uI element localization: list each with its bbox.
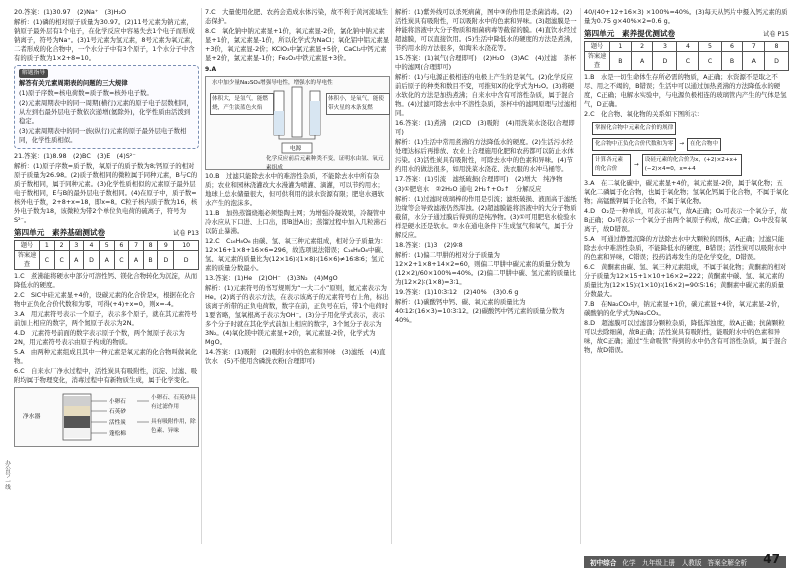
table-cell: C: [40, 251, 55, 270]
column-1: [14, 8, 199, 449]
table-cell: 5: [100, 241, 115, 251]
table-cell: A: [631, 52, 653, 71]
q21-answer: 21.答案：(1)8.98 (2)BC (3)E (4)S²⁻: [14, 152, 136, 160]
table-cell: A: [100, 251, 115, 270]
table-cell: C: [54, 251, 69, 270]
col2-item: 12.C C₁₆H₈O₆ 由碳、氢、氧三种元素组成，相对分子质量为：12×16+1×8+16×6=296，故选项说法错误；C₁₆H₈O₆中碳、氢、氧元素的质量比为(12×16)∶(1×8)∶(16×6)≠16∶8∶6；氢元素的质量分数最小。: [205, 237, 388, 272]
tip-line: (2)元素周期表中的同一周期(横行)元素的原子电子层数相同，从左到右最外层电子数依次递增(氦除外)，化学性质由活泼到稳定。: [19, 99, 193, 125]
table-cell: 5: [699, 42, 721, 52]
table-cell: 7: [129, 241, 144, 251]
table-cell: B: [143, 251, 158, 270]
column-3: [395, 8, 578, 326]
col3-item: 解析：(1)紫外线可以杀死病菌，图中③的作用是杀菌消毒。(2)活性炭具有吸附性，可以吸附水中的色素和异味。(3)超滤膜是一种能将溶液中大分子物质和细菌病毒等截留的膜。(4)直饮水经过超滤膜，可以直接饮用。(5)生活中降低水的硬度的方法是煮沸，节约用水的方法很多，如淘米水浇花等。: [395, 8, 577, 52]
col3-item: (3)①肥皂水 ②2H₂O 通电 2H₂↑+O₂↑ 分解反应: [395, 185, 542, 193]
page-number: 47: [763, 552, 780, 566]
flow-row: [592, 154, 742, 176]
carbon-layer: [64, 416, 90, 428]
table-cell: 10: [174, 241, 199, 251]
q20-answer: 20.答案：(1)30.97 (2)Na⁺ (3)H₂O: [14, 8, 127, 16]
footer-brand: 初中综合: [590, 559, 617, 567]
col4-item: 5.A 可通过静置沉降的方法除去水中大颗粒的固体，A正确；过滤只能除去水中难溶性杂质，不能降低水的硬度，B错误；活性炭可以吸附水中的色素和异味，C错误；投药消毒发生的是化学变化，D错误。: [584, 235, 787, 261]
table-cell: A: [69, 251, 84, 270]
figure-label-pebble: 小卵石: [109, 399, 126, 405]
col4-item: 1.B 水是一切生命体生存所必需的物质，A正确；水资源不是取之不尽、用之不竭的，B错误；生活中可以通过加热煮沸的方法降低水的硬度，C正确；电解水实验中，与电源负极相连的玻璃管内产生的气体是氢气，D正确。: [584, 73, 787, 108]
flow-row: [592, 122, 742, 135]
table-cell: A: [743, 52, 765, 71]
col2-item: 13.答案：(1)He (2)OH⁻ (3)3N₂ (4)MgO: [205, 274, 338, 282]
col3-item: 解析：(1)碳酸钙中钙、碳、氧元素的质量比为40∶12∶(16×3)=10∶3∶12。(2)碳酸钙中钙元素的质量分数为40%。: [395, 298, 565, 324]
unit4b-ref: 试卷 P15: [763, 30, 789, 38]
electrolysis-top-note: 水中加少量Na₂SO₄增强导电性，增强水的导电性: [212, 80, 333, 86]
flow-box: 计算各元素的化合价: [592, 154, 631, 176]
flow-box: 在化合物中: [687, 138, 721, 151]
col3-item: 解析：(1)偏二甲肼的相对分子质量为12×2+1×8+14×2=60，则偏二甲肼中碳元素的质量分数为(12×2)/60×100%=40%。(2)偏二甲肼中碳、氢元素的质量比为(12×2)∶(1×8)=3∶1。: [395, 251, 576, 286]
flow-diagram: [592, 122, 742, 176]
table-cell: 4: [84, 241, 100, 251]
unit4-item: 4.D 元素符号前面的数字表示原子个数，两个氮原子表示为2N，用元素符号表示由原子构成的物质。: [14, 329, 185, 346]
table-cell: D: [174, 251, 199, 270]
electrolysis-conclusion: 化学反应前后元素种类不变，证明水由氢、氧元素组成: [266, 156, 384, 171]
unit4b-title: 第四单元 素养提优测试卷: [584, 29, 676, 38]
flow-box: 设硅元素的化合价为x，(+2)×2+x+(−2)×4=0，x=+4: [642, 154, 742, 176]
table-cell: B: [610, 52, 632, 71]
unit4-header: [14, 228, 199, 238]
cotton-layer: [64, 428, 90, 438]
table-cell: 7: [743, 42, 765, 52]
table-cell: 6: [721, 42, 743, 52]
unit4b-header: [584, 29, 789, 39]
table-cell: D: [84, 251, 100, 270]
col3-item: 19.答案：(1)10∶3∶12 (2)40% (3)0.6 g: [395, 288, 519, 296]
table-header-label: 题号: [15, 241, 40, 251]
figure-title: 净水器: [23, 414, 41, 420]
footer-bar: [584, 556, 786, 568]
footer-subject: 化学 九年级上册 人教版: [622, 559, 702, 567]
electrolysis-figure: [205, 76, 390, 170]
unit4b-answer-table: [584, 41, 789, 71]
hydrogen-note: 体积大，是氢气，能燃烧，产生淡蓝色火焰: [210, 93, 274, 115]
figure-label-sand: 石英砂: [109, 409, 126, 415]
flow-box: 掌握化合物中元素化合价的规律: [592, 122, 676, 135]
table-cell: C: [699, 52, 721, 71]
col3-item: 18.答案：(1)3 (2)9∶8: [395, 241, 463, 249]
q20-analysis: 解析：(1)磷的相对原子质量为30.97。(2)11号元素为钠元素，钠原子最外层有1个电子，在化学反应中容易失去1个电子而形成钠离子，符号为Na⁺。(3)1号元素为氢元素，8号元素为氧元素，二者形成的化合物中，一个水分子中有3个原子，1个水分子中含有的质子数为1×2+8=10。: [14, 18, 197, 62]
unit4-ref: 试卷 P13: [173, 229, 199, 237]
tip-box: [14, 65, 199, 149]
figure-label-carbon: 活性炭: [109, 420, 126, 426]
water-purifier-figure: [14, 387, 199, 447]
table-cell: 2: [631, 42, 653, 52]
table-cell: 1: [40, 241, 55, 251]
col2-item: 10.B 过滤只能除去水中的难溶性杂质，不能除去水中所有杂质；农业和园林浇灌改大水漫灌为喷灌、滴灌，可以节约用水；地球上总水储量很大，但可供利用的淡水资源有限；肥皂水遇软水产生的泡沫多。: [205, 172, 384, 207]
unit4-item: 2.C SiC中硅元素显+4价，设碳元素的化合价是x，根据在化合物中正负化合价代数和为零，可得(+4)+x=0，则x=-4。: [14, 291, 196, 308]
figure-note: 小卵石、石英砂具有过滤作用: [151, 395, 196, 410]
figure-note: 具有吸附作用，除色素、异味: [151, 419, 196, 434]
unit4-item: 5.A 由两种元素组成且其中一种元素是氧元素的化合物叫做氧化物。: [14, 348, 198, 365]
column-4: [584, 8, 789, 356]
tip-title: 解答有关元素周期表的问题的三大规律: [19, 79, 128, 87]
table-cell: D: [653, 52, 677, 71]
tip-line: (3)元素周期表中的同一族(纵行)元素的原子最外层电子数相同，化学性质相似。: [19, 127, 187, 144]
side-mark: 办公号·一线: [4, 460, 10, 490]
table-cell: 6: [114, 241, 129, 251]
table-cell: B: [721, 52, 743, 71]
table-cell: C: [677, 52, 699, 71]
table-cell: D: [765, 52, 789, 71]
col2-item: 11.B 加热蒸馏烧瓶必须垫陶土网；为增强冷凝效果，冷凝管中冷水应从下口进、上口出，即B进A出；蒸馏过程中加入几粒沸石以防止暴沸。: [205, 209, 387, 235]
tip-tag: 解题指导: [19, 69, 48, 78]
table-cell: 2: [54, 241, 69, 251]
q9-tag: 9.A: [205, 66, 217, 73]
col3-item: 17.答案：(1)引流 滤纸破损(合理即可) (2)增大 纯净物: [395, 175, 563, 183]
table-cell: D: [158, 251, 174, 270]
col2-item: 14.答案：(1)吸附 (2)吸附水中的色素和异味 (3)滤纸 (4)直饮水 (5)不使用含磷洗衣粉(合理即可): [205, 348, 386, 365]
table-cell: 1: [610, 42, 632, 52]
footer-label: 答案全解全析: [707, 559, 748, 567]
arrow-right-icon: →: [634, 161, 639, 168]
col4-item: 8.D 超滤膜可以过滤部分颗粒杂质，降低浑浊度，故A正确；抗菌颗粒可以去除细菌，故B正确；活性炭具有吸附性，能吸附水中的色素和异味，故C正确；通过“生命吸管”得到的水中仍含有可溶性杂质，属于混合物，故D错误。: [584, 319, 787, 354]
column-divider: [580, 8, 581, 544]
tip-line: (1)原子序数=核电荷数=质子数=核外电子数。: [19, 89, 153, 97]
page-footer: [0, 552, 800, 574]
col4-item: 4.D O₂是一种单质，可表示氧气，故A正确；O₂可表示一个氧分子，故B正确；O₂可表示一个氧分子由两个氧原子构成，故C正确；O₂中没有氧离子，故D错误。: [584, 207, 788, 233]
table-cell: C: [114, 251, 129, 270]
unit4-item: 1.C 煮沸能将硬水中部分可溶性钙、镁化合物转化为沉淀，从而降低水的硬度。: [14, 272, 198, 289]
flow-box: 化合物中正负化合价代数和为零: [592, 138, 676, 151]
q9-block: [205, 65, 390, 170]
col4-item: 6.C 黄酮素由碳、氢、氧三种元素组成，不属于氧化物；黄酮素的相对分子质量为12×15+1×10+16×2=222；黄酮素中碳、氢、氧元素的质量比为(12×15)∶(1×10)∶(16×2)=90∶5∶16；黄酮素中碳元素的质量分数最大。: [584, 263, 787, 298]
q21-analysis: 解析：(1)原子序数=质子数，氧原子的质子数为8;钙原子的相对原子质量为26.98。(2)质子数相同的微粒属于同种元素，B与C的质子数相同，属于同种元素。(3)化学性质相似的元素原子最外层电子数相同，E与B的最外层电子数相同。(4)在原子中，质子数=核外电子数，2+8+x=18，即x=8。C粒子核内质子数为16，核外电子数为18，该微粒为带2个单位负电荷的硫离子，符号为S²⁻。: [14, 162, 198, 224]
table-answer-label: 答案速查: [15, 251, 40, 270]
col4-item: 7.B 在Na₂CO₃中，钠元素显+1价，碳元素显+4价，氧元素显-2价，碳酸钠的化学式为Na₂CO₃。: [584, 300, 784, 317]
pebble-layer: [64, 396, 90, 406]
col3-item: 解析：(1)与电源正极相连的电极上产生的是氧气。(2)化学反应前后原子的种类和数目不变，可推知X的化学式为H₂O。(3)将硬水软化的方法是加热煮沸；自来水中含有可溶性杂质，属于混合物。(4)过滤可除去水中不溶性杂质，茶杯中的滤网原理与过滤相同。: [395, 73, 577, 117]
col2-item: 7.C 大量使用化肥、农药会造成水体污染，故不利于黄河流域生态保护。: [205, 8, 389, 25]
table-header-label: 题号: [585, 42, 610, 52]
col3-item: 15.答案：(1)氧气(合理即可) (2)H₂O (3)AC (4)过滤 茶杯中的滤网(合理即可): [395, 54, 577, 71]
col4-item: 2.C 化合物、氧化物的关系如下图所示：: [584, 110, 704, 118]
column-2: [205, 8, 390, 367]
table-cell: 4: [677, 42, 699, 52]
unit4-answer-table: [14, 240, 199, 270]
unit4-title: 第四单元 素养基础测试卷: [14, 228, 106, 237]
col2-item: 8.C 氧化钠中钠元素显+1价，氧元素显-2价，氯化钠中钠元素显+1价，氯元素显-1价，所以化学式为NaCl；氧化铝中铝元素显+3价，氧元素显-2价；KClO₃中氯元素显+5价，CaCl₂中钙元素显+2价，氯元素显-1价；Fe₂O₃中铁元素显+3价。: [205, 27, 390, 62]
table-cell: 3: [653, 42, 677, 52]
col4-item: 3.A 在二氧化碳中，碳元素显+4价，氧元素显-2价，属于氧化物；五氧化二磷属于化合物，也属于氧化物；氢氧化钙属于化合物，不属于氧化物；高锰酸钾属于化合物，不属于氧化物。: [584, 179, 789, 205]
table-answer-label: 答案速查: [585, 52, 610, 71]
table-cell: 8: [143, 241, 158, 251]
arrow-right-icon: →: [679, 141, 685, 147]
table-cell: A: [129, 251, 144, 270]
figure-label-cotton: 蓬松棉: [109, 431, 126, 437]
table-cell: 9: [158, 241, 174, 251]
col2-item: 解析：(1)元素符号的书写规则为“一大二小”原则，氦元素表示为He。(2)离子的表示方法，在表示该离子的元素符号右上角，标出该离子所带的正负电荷数，数字在前，正负号在后，带1个电荷时1要省略，氢氧根离子表示为OH⁻。(3)分子用化学式表示，表示多个分子时就在其化学式前加上相应的数字，3个氮分子表示为3N₂。(4)氧化镁中镁元素显+2价，氧元素显-2价，化学式为MgO。: [205, 284, 389, 346]
sand-layer: [64, 406, 90, 416]
oxygen-note: 体积小，是氧气，能使带火星的木条复燃: [326, 93, 390, 115]
column-divider: [391, 8, 392, 544]
column-divider: [201, 8, 202, 544]
unit4-item: 3.A 用元素符号表示一个原子，表示多个原子，就在其元素符号前加上相应的数字，两个氮原子表示为2N。: [14, 310, 198, 327]
col3-item: 解析：(1)过滤时玻璃棒的作用是引流；滤纸破损、液面高于滤纸边缘等会导致滤液仍然浑浊。(2)超滤膜能将溶液中的大分子物质截留，水分子通过膜后得到的是纯净物。(3)①可用肥皂水检验水样是硬水还是软水。②水在通电条件下生成氢气和氧气，属于分解反应。: [395, 195, 577, 239]
col3-item: 16.答案：(1)煮沸 (2)CD (3)吸附 (4)用洗菜水浇花(合理即可): [395, 119, 575, 136]
power-label: 电源: [290, 146, 302, 152]
col4-top: 40/(40+12+16×3) ×100%=40%。(3)每天从钙片中摄入钙元素的质量为0.75 g×40%×2=0.6 g。: [584, 8, 788, 25]
unit4-item: 6.C 自来水厂净水过程中，活性炭具有吸附性，沉淀、过滤、吸附均属于物理变化，消毒过程中有新物质生成，属于化学变化。: [14, 367, 198, 384]
col3-item: 解析：(1)生活中常用煮沸的方法降低水的硬度。(2)生活污水经处理达标后再排放、农业上合理施用化肥和农药都可以防止水体污染。(3)活性炭具有吸附性，可除去水中的色素和异味。(4)节约用水的做法很多，如用洗菜水浇花、洗衣服的水冲马桶等。: [395, 138, 574, 173]
flow-row: [592, 138, 742, 151]
table-cell: 3: [69, 241, 84, 251]
table-cell: 8: [765, 42, 789, 52]
